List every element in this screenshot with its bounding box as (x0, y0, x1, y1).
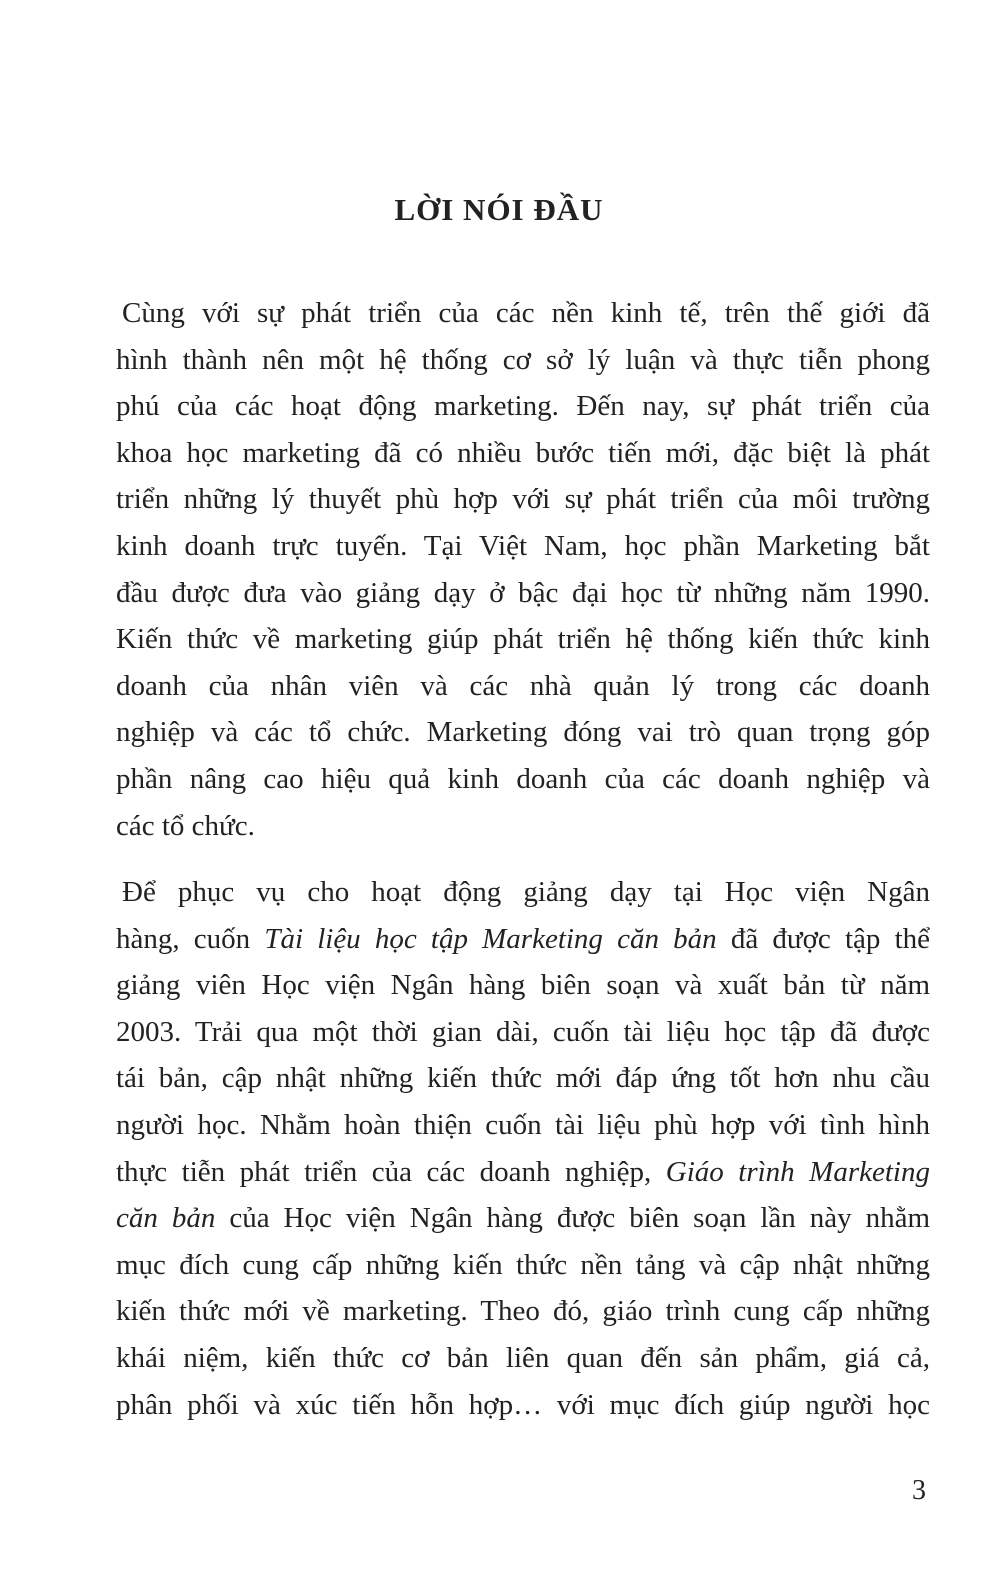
page-number: 3 (912, 1475, 926, 1506)
text-line: người học. Nhằm hoàn thiện cuốn tài liệu phù hợp với tình hình (116, 1108, 930, 1141)
book-title-italic: Tài liệu học tập Marketing căn bản (264, 922, 717, 955)
text-line: khoa học marketing đã có nhiều bước tiến mới, đặc biệt là phát (116, 436, 930, 469)
text-segment: đã được tập thể (716, 922, 930, 955)
paragraph-1 (116, 290, 930, 849)
text-line: Cùng với sự phát triển của các nền kinh tế, trên thế giới đã (122, 297, 930, 329)
text-line: giảng viên Học viện Ngân hàng biên soạn và xuất bản từ năm (116, 969, 930, 1002)
text-line: Kiến thức về marketing giúp phát triển hệ thống kiến thức kinh (116, 623, 930, 656)
text-line: triển những lý thuyết phù hợp với sự phát triển của môi trường (116, 483, 930, 516)
text-line (116, 916, 930, 963)
text-line: hình thành nên một hệ thống cơ sở lý luận và thực tiễn phong (116, 343, 930, 376)
text-line (116, 1195, 930, 1242)
text-line: mục đích cung cấp những kiến thức nền tảng và cập nhật những (116, 1248, 930, 1281)
text-line: 2003. Trải qua một thời gian dài, cuốn tài liệu học tập đã được (116, 1015, 930, 1048)
book-title-italic: Giáo trình Marketing (665, 1155, 930, 1188)
text-line: kinh doanh trực tuyến. Tại Việt Nam, học phần Marketing bắt (116, 529, 930, 562)
text-line: phú của các hoạt động marketing. Đến nay, sự phát triển của (116, 390, 930, 423)
text-segment: hàng, cuốn (116, 922, 265, 955)
text-line: khái niệm, kiến thức cơ bản liên quan đến sản phẩm, giá cả, (116, 1341, 930, 1374)
text-line: các tổ chức. (116, 809, 255, 842)
text-line: đầu được đưa vào giảng dạy ở bậc đại học từ những năm 1990. (116, 576, 930, 609)
text-line: doanh của nhân viên và các nhà quản lý trong các doanh (116, 669, 930, 702)
page-title: LỜI NÓI ĐẦU (394, 192, 604, 227)
text-line: phân phối và xúc tiến hỗn hợp… với mục đích giúp người học (116, 1388, 930, 1421)
text-line: Để phục vụ cho hoạt động giảng dạy tại Học viện Ngân (122, 876, 930, 908)
text-segment: của Học viện Ngân hàng được biên soạn lần này nhằm (215, 1202, 930, 1235)
text-line (116, 1149, 930, 1196)
paragraph-2 (116, 869, 930, 1428)
text-segment: thực tiễn phát triển của các doanh nghiệp, (116, 1155, 666, 1188)
text-line: tái bản, cập nhật những kiến thức mới đáp ứng tốt hơn nhu cầu (116, 1062, 930, 1095)
text-line: nghiệp và các tổ chức. Marketing đóng vai trò quan trọng góp (116, 716, 930, 749)
text-line: kiến thức mới về marketing. Theo đó, giáo trình cung cấp những (116, 1295, 930, 1328)
text-line: phần nâng cao hiệu quả kinh doanh của các doanh nghiệp và (116, 762, 930, 795)
book-title-italic: căn bản (116, 1202, 216, 1235)
